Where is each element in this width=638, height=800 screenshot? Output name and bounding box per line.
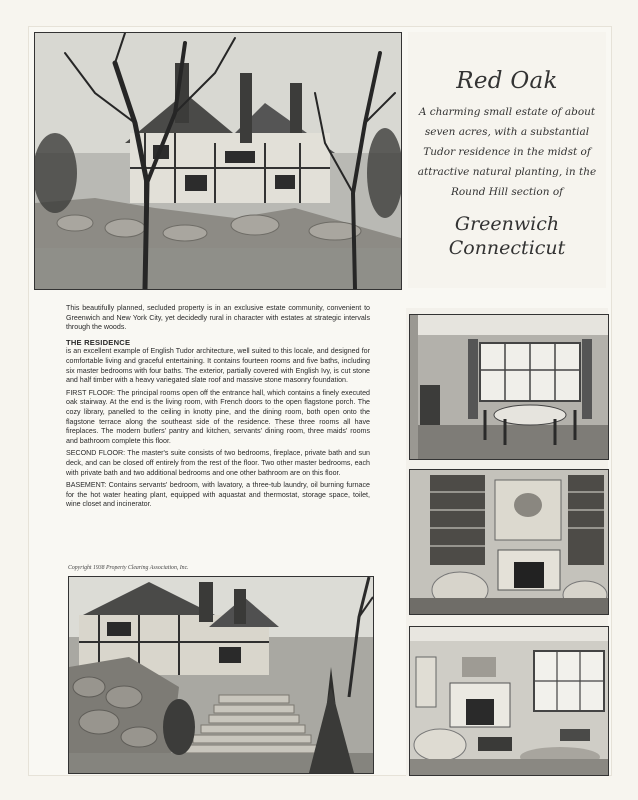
second-floor-paragraph: SECOND FLOOR: The master's suite consists of two bedrooms, fireplace, private bath and sun deck, and can be closed off entirely from the rest of the floor. Two other master bedrooms, each with private bath and two additional bedrooms and one other bathroom are on this floor. [66, 449, 370, 477]
garden-steps-photo [68, 576, 374, 774]
title-block [408, 32, 606, 288]
residence-paragraph: is an excellent example of English Tudor architecture, well suited to this locale, and designed for comfortable living and graceful entertaining. It contains fourteen rooms and five baths, including six master bedrooms with four baths. The exterior, partially covered with English Ivy, is cut stone and half timber with a heavy variegated slate roof and massive stone masonry foundation. [66, 347, 370, 385]
dining-room-photo [409, 314, 609, 460]
residence-heading: THE RESIDENCE [66, 337, 131, 347]
house-exterior-photo [34, 32, 402, 290]
description-text [66, 304, 370, 513]
place-line-2: Connecticut [448, 237, 566, 259]
estate-title: Red Oak [456, 68, 558, 94]
intro-paragraph: This beautifully planned, secluded property is in an exclusive estate community, convenient to Greenwich and New York City, yet decidedly rural in character with estates at strategic intervals through the woods. [66, 304, 370, 332]
library-photo [409, 469, 609, 615]
copyright-note: Copyright 1938 Property Clearing Association, Inc. [68, 565, 189, 571]
estate-description: A charming small estate of about seven acres, with a substantial Tudor residence in the midst of attractive natural planting, in the Round Hill section of [417, 106, 597, 198]
place-name [408, 212, 606, 260]
first-floor-paragraph: FIRST FLOOR: The principal rooms open off the entrance hall, which contains a finely executed oak stairway. At the end is the living room, with French doors to the open flagstone porch. The cozy library, panelled to the ceiling in knotty pine, and the dining room, both open onto the flagstone terrace along the southeast side of the residence. These three rooms all have fireplaces. The modern butlers' pantry and kitchen, servants' dining room, three maids' rooms and bathroom complete this floor. [66, 388, 370, 445]
living-room-photo [409, 626, 609, 776]
basement-paragraph: BASEMENT: Contains servants' bedroom, with lavatory, a three-tub laundry, oil burning furnace for the hot water heating plant, equipped with aquastat and thermostat, storage space, toilet, wine closet and incinerator. [66, 481, 370, 509]
place-line-1: Greenwich [454, 213, 560, 235]
